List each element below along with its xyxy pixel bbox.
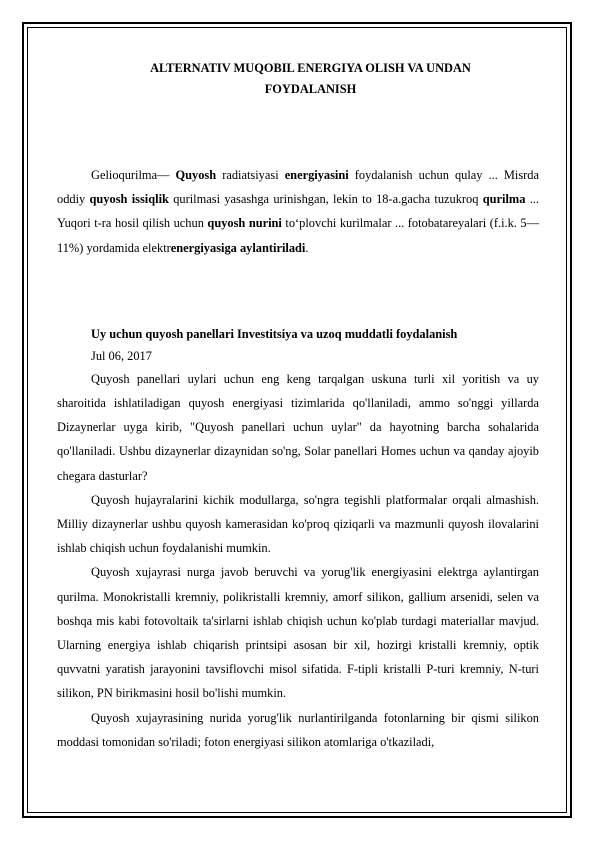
article-paragraph-4: Quyosh xujayrasining nurida yorug'lik nurlantirilganda fotonlarning bir qismi silikon moddasi tomonidan so'riladi; foton energiyasi silikon atomlariga o'tkaziladi, [57, 710, 539, 749]
document-body [57, 58, 539, 754]
intro-bold: energiyasiga aylantiriladi [170, 240, 306, 255]
intro-bold: qurilma [482, 192, 526, 207]
intro-bold: energiyasini [284, 168, 349, 182]
intro-text: . [305, 240, 309, 255]
title-line-1: ALTERNATIV MUQOBIL ENERGIYA OLISH VA UNDAN [150, 61, 471, 75]
document-title [57, 58, 539, 100]
intro-paragraph [57, 163, 539, 260]
article-paragraph-3: Quyosh xujayrasi nurga javob beruvchi va yorug'lik energiyasini elektrga aylantirgan qurilma. Monokristalli kremniy, polikristalli kremniy, amorf silikon, gallium arsenidi, selen va boshqa mis kabi fotovoltaik ta'sirlarni ishlab chiqish uchun ko'plab turdagi materiallar mavjud. Ularning energiya ishlab chiqarish printsipi asosan bir xil, hozirgi kristalli kremniy, optik quvvatni yaratish jarayonini tavsiflovchi misol sifatida. F-tipli kristalli P-turi kremniy, N-turi silikon, PN birikmasini hosil bo'lishi mumkin. [57, 565, 539, 701]
intro-text: Gelioqurilma— [91, 168, 176, 182]
intro-text: radiatsiyasi [216, 168, 285, 182]
intro-text: ... Yuqori t-ra hosil qilish uchun [57, 192, 539, 231]
intro-bold: Quyosh [175, 168, 217, 182]
article-paragraph-1: Quyosh panellari uylari uchun eng keng tarqalgan uskuna turli xil yoritish va uy sharoitida ishlatiladigan quyosh energiyasi tizimlarida qo'llaniladi, ammo so'nggi yillarda Dizaynerlar uyga kirib, "Quyosh panellari uchun uylar" da hayotning barcha sohalarida qo'llaniladi. Ushbu dizaynerlar dizaynidan so'ng, Solar panellari Homes uchun va qanday ajoyib chegara dasturlar? [57, 371, 539, 483]
intro-bold: quyosh nurini [207, 216, 282, 231]
article-heading: Uy uchun quyosh panellari Investitsiya va uzoq muddatli foydalanish [91, 326, 458, 341]
title-line-2: FOYDALANISH [264, 82, 357, 96]
intro-text: qurilmasi yasashga urinishgan, lekin to 18-a.gacha tuzukroq [168, 192, 483, 207]
intro-text: to‘plovchi kurilmalar ... fotobatareyalari (f.i.k. 5—11%) yordamida elektr [57, 216, 539, 255]
intro-bold: quyosh issiqlik [89, 192, 169, 207]
intro-text: foydalanish uchun qulay ... Misrda oddiy [57, 168, 539, 207]
article-date: Jul 06, 2017 [91, 348, 152, 363]
article-paragraph-2: Quyosh hujayralarini kichik modullarga, so'ngra tegishli platformalar orqali almashish. Milliy dizaynerlar ushbu quyosh kamerasidan ko'proq qiziqarli va mazmunli quyosh ilovalarini ishlab chiqish uchun foydalanishi mumkin. [57, 492, 539, 556]
